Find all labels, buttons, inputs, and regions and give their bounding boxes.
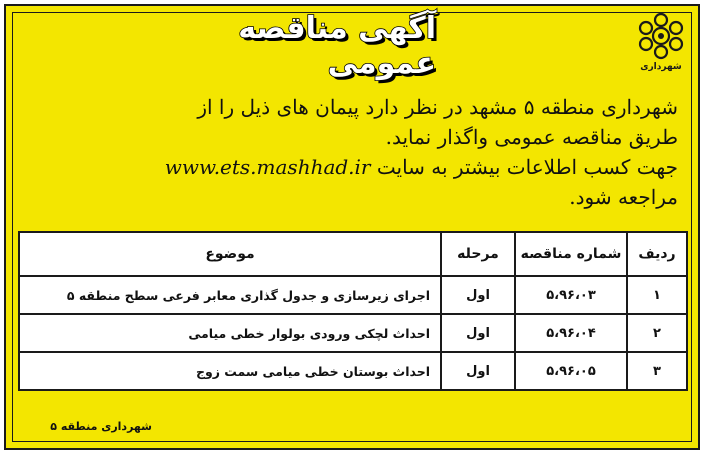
row-no-cell: ۱ [627, 276, 687, 314]
tender-no-cell: ۵،۹۶،۰۳ [515, 276, 627, 314]
tender-notice [4, 4, 700, 450]
body-line-3 [18, 152, 678, 182]
notice-title: آگهی مناقصه عمومی [238, 11, 436, 81]
body-line-3-text: جهت کسب اطلاعات بیشتر به سایت [376, 155, 678, 179]
logo-emblem-icon [638, 12, 684, 64]
subject-cell: اجرای زیرسازی و جدول گذاری معابر فرعی سطح منطقه ۵ [19, 276, 441, 314]
stage-cell: اول [441, 276, 515, 314]
header-row-no: ردیف [627, 232, 687, 276]
table-header-row [19, 232, 687, 276]
title-banner [146, 11, 436, 81]
body-line-2: طریق مناقصه عمومی واگذار نماید. [385, 125, 678, 149]
notice-body [18, 92, 678, 212]
tender-table [18, 231, 688, 391]
header-stage: مرحله [441, 232, 515, 276]
subject-cell: احداث لچکی ورودی بولوار خطی میامی [19, 314, 441, 352]
tender-no-cell: ۵،۹۶،۰۵ [515, 352, 627, 390]
table-row [19, 314, 687, 352]
row-no-cell: ۳ [627, 352, 687, 390]
header-tender-no: شماره مناقصه [515, 232, 627, 276]
tender-no-cell: ۵،۹۶،۰۴ [515, 314, 627, 352]
body-line-4: مراجعه شود. [569, 185, 678, 209]
municipality-logo [630, 12, 692, 86]
header-subject: موضوع [19, 232, 441, 276]
row-no-cell: ۲ [627, 314, 687, 352]
stage-cell: اول [441, 352, 515, 390]
table-row [19, 352, 687, 390]
footer-label: شهرداری منطقه ۵ [18, 416, 152, 438]
body-line-1: شهرداری منطقه ۵ مشهد در نظر دارد پیمان های ذیل را از [197, 95, 678, 119]
stage-cell: اول [441, 314, 515, 352]
table-row [19, 276, 687, 314]
subject-cell: احداث بوستان خطی میامی سمت زوج [19, 352, 441, 390]
website-link[interactable]: www.ets.mashhad.ir [164, 155, 371, 179]
logo-text: شهرداری [640, 62, 682, 72]
